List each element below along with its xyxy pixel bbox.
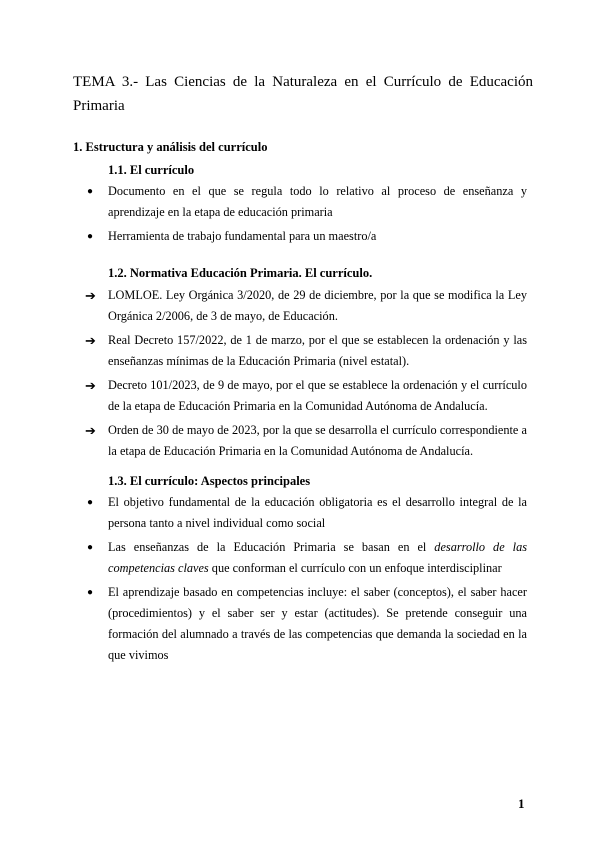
section-heading: 1. Estructura y análisis del currículo (73, 140, 268, 154)
document-title: TEMA 3.- Las Ciencias de la Naturaleza en el Currículo de Educación Primaria (73, 74, 533, 114)
list-item (87, 375, 527, 417)
arrow-right-icon: ➔ (85, 333, 96, 348)
list-item-text: El objetivo fundamental de la educación obligatoria es el desarrollo integral de la persona tanto a nivel individual como social (108, 495, 527, 530)
arrow-right-icon: ➔ (85, 378, 96, 393)
list-item (87, 226, 527, 247)
subsection-heading-normativa: 1.2. Normativa Educación Primaria. El currículo. (108, 266, 373, 280)
bullet-icon: ● (87, 497, 94, 508)
subsection-heading-curriculo: 1.1. El currículo (108, 163, 195, 177)
bullet-icon: ● (87, 542, 94, 553)
list-item (87, 582, 527, 666)
list-item (87, 537, 527, 579)
subsection-heading-aspectos: 1.3. El currículo: Aspectos principales (108, 474, 311, 488)
list-item-text: Herramienta de trabajo fundamental para un maestro/a (108, 229, 377, 243)
page-number: 1 (518, 796, 525, 811)
list-item-text: Orden de 30 de mayo de 2023, por la que se desarrolla el currículo correspondiente a la etapa de Educación Primaria en la Comunidad Autónoma de Andalucía. (108, 423, 527, 458)
normativa-arrow-list (87, 285, 527, 465)
arrow-right-icon: ➔ (85, 288, 96, 303)
list-item (87, 181, 527, 223)
list-item-text: LOMLOE. Ley Orgánica 3/2020, de 29 de diciembre, por la que se modifica la Ley Orgánica 2/2006, de 3 de mayo, de Educación. (108, 288, 527, 323)
arrow-right-icon: ➔ (85, 423, 96, 438)
list-item (87, 330, 527, 372)
list-item-text: El aprendizaje basado en competencias incluye: el saber (conceptos), el saber hacer (procedimientos) y el saber ser y estar (actitudes). Se pretende conseguir una formación del alumnado a través de las competencias que demanda la sociedad en la que vivimos (108, 585, 527, 662)
list-item-text: Documento en el que se regula todo lo relativo al proceso de enseñanza y aprendizaje en la etapa de educación primaria (108, 184, 527, 219)
bullet-icon: ● (87, 587, 94, 598)
list-item-text-italic: desarrollo de las competencias claves (108, 540, 527, 575)
list-item-text: Real Decreto 157/2022, de 1 de marzo, por el que se establecen la ordenación y las enseñanzas mínimas de la Educación Primaria (nivel estatal). (108, 333, 527, 368)
list-item-text: Decreto 101/2023, de 9 de mayo, por el que se establece la ordenación y el currículo de la etapa de Educación Primaria en la Comunidad Autónoma de Andalucía. (108, 378, 527, 413)
curriculo-bullet-list (87, 181, 527, 250)
list-item (87, 420, 527, 462)
list-item (87, 285, 527, 327)
list-item (87, 492, 527, 534)
bullet-icon: ● (87, 231, 94, 242)
bullet-icon: ● (87, 186, 94, 197)
list-item-text-after: que conforman el currículo con un enfoque interdisciplinar (208, 561, 502, 575)
list-item-text-before: Las enseñanzas de la Educación Primaria se basan en el (108, 540, 435, 554)
aspectos-bullet-list (87, 492, 527, 669)
